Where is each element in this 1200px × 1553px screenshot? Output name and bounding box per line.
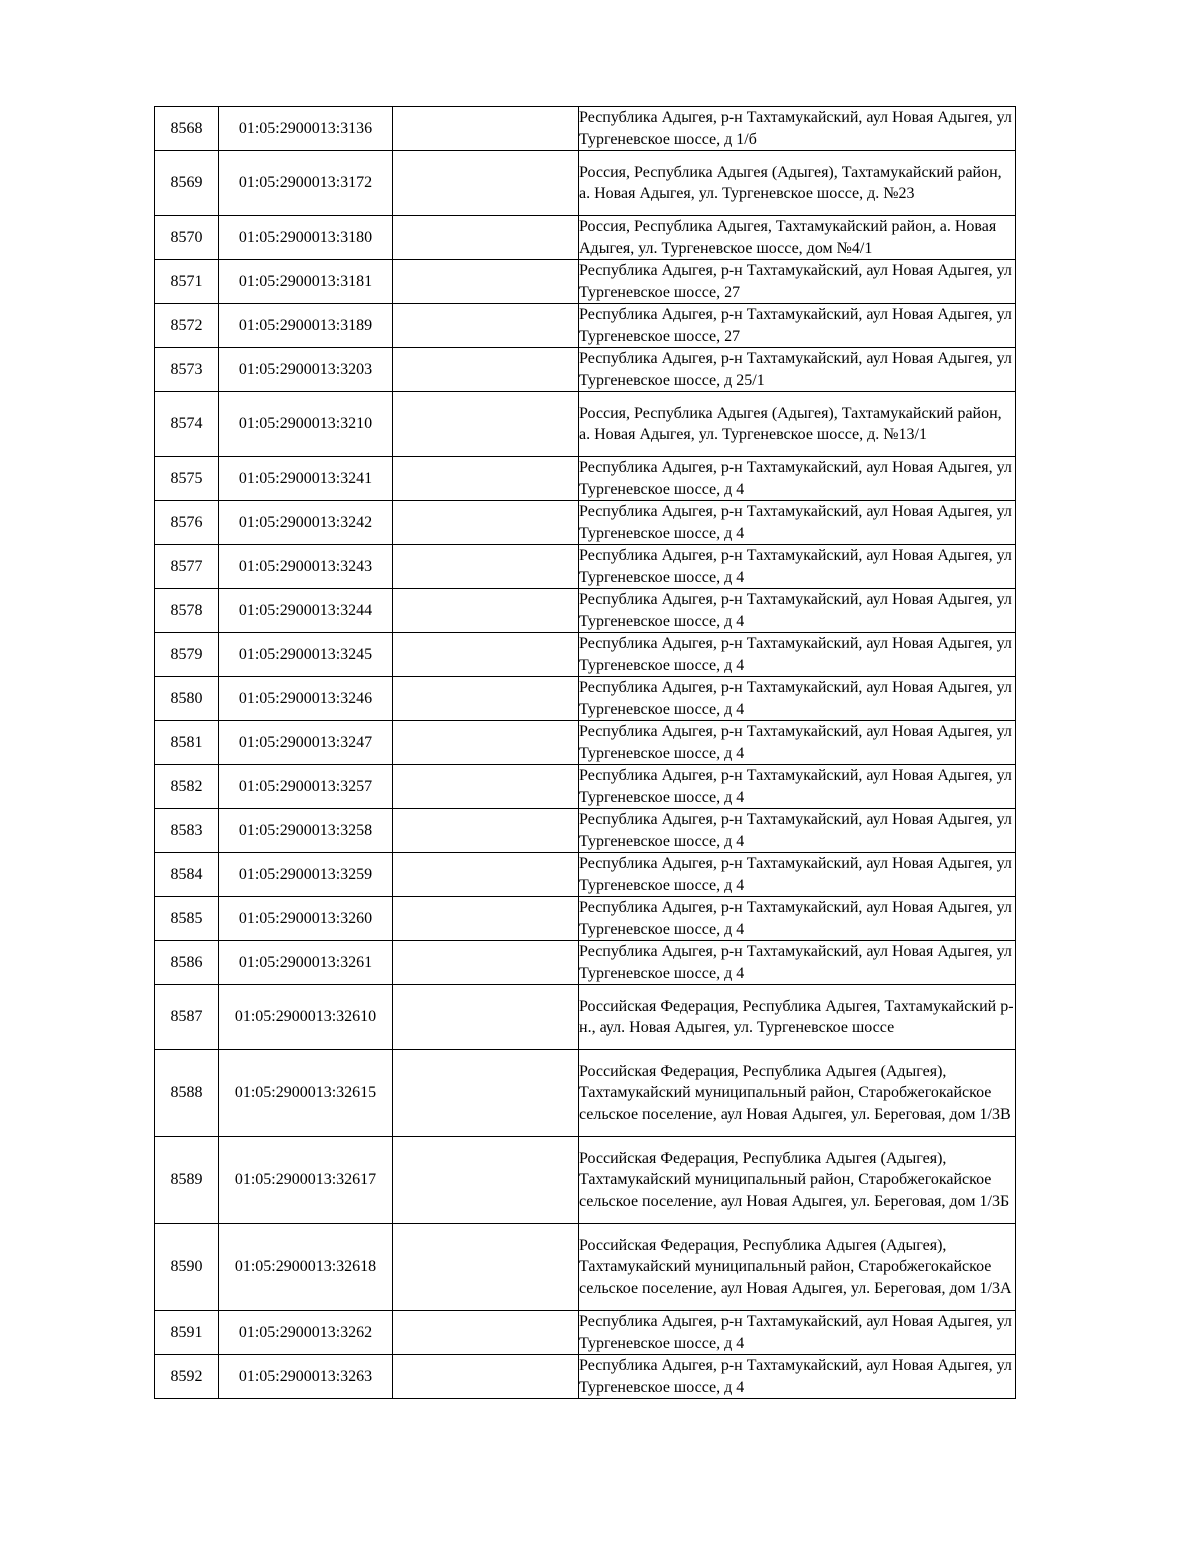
cadastral-number: 01:05:2900013:3247 <box>219 721 393 765</box>
empty-cell <box>393 457 579 501</box>
address: Республика Адыгея, р-н Тахтамукайский, аул Новая Адыгея, ул Тургеневское шоссе, 27 <box>579 260 1016 304</box>
cadastral-number: 01:05:2900013:3203 <box>219 348 393 392</box>
row-number: 8584 <box>155 853 219 897</box>
empty-cell <box>393 1137 579 1224</box>
empty-cell <box>393 589 579 633</box>
row-number: 8586 <box>155 941 219 985</box>
address: Республика Адыгея, р-н Тахтамукайский, аул Новая Адыгея, ул Тургеневское шоссе, д 4 <box>579 809 1016 853</box>
address: Республика Адыгея, р-н Тахтамукайский, аул Новая Адыгея, ул Тургеневское шоссе, 27 <box>579 304 1016 348</box>
table-row <box>155 853 1016 897</box>
row-number: 8568 <box>155 107 219 151</box>
empty-cell <box>393 853 579 897</box>
cadastral-number: 01:05:2900013:32618 <box>219 1224 393 1311</box>
address: Россия, Республика Адыгея (Адыгея), Тахтамукайский район, а. Новая Адыгея, ул. Тургеневское шоссе, д. №23 <box>579 151 1016 216</box>
empty-cell <box>393 985 579 1050</box>
table-row <box>155 765 1016 809</box>
table-row <box>155 985 1016 1050</box>
table-row <box>155 1311 1016 1355</box>
address: Республика Адыгея, р-н Тахтамукайский, аул Новая Адыгея, ул Тургеневское шоссе, д 4 <box>579 501 1016 545</box>
empty-cell <box>393 545 579 589</box>
row-number: 8581 <box>155 721 219 765</box>
row-number: 8577 <box>155 545 219 589</box>
row-number: 8573 <box>155 348 219 392</box>
table-row <box>155 1137 1016 1224</box>
empty-cell <box>393 677 579 721</box>
empty-cell <box>393 765 579 809</box>
empty-cell <box>393 260 579 304</box>
address: Республика Адыгея, р-н Тахтамукайский, аул Новая Адыгея, ул Тургеневское шоссе, д 4 <box>579 941 1016 985</box>
table-row <box>155 260 1016 304</box>
cadastral-number: 01:05:2900013:32615 <box>219 1050 393 1137</box>
row-number: 8592 <box>155 1355 219 1399</box>
empty-cell <box>393 721 579 765</box>
address: Республика Адыгея, р-н Тахтамукайский, аул Новая Адыгея, ул Тургеневское шоссе, д 1/б <box>579 107 1016 151</box>
records-table <box>154 106 1016 1399</box>
row-number: 8585 <box>155 897 219 941</box>
empty-cell <box>393 897 579 941</box>
cadastral-number: 01:05:2900013:3242 <box>219 501 393 545</box>
cadastral-number: 01:05:2900013:3136 <box>219 107 393 151</box>
cadastral-number: 01:05:2900013:3243 <box>219 545 393 589</box>
cadastral-number: 01:05:2900013:3210 <box>219 392 393 457</box>
table-row <box>155 677 1016 721</box>
empty-cell <box>393 809 579 853</box>
empty-cell <box>393 941 579 985</box>
table-row <box>155 633 1016 677</box>
empty-cell <box>393 1050 579 1137</box>
row-number: 8576 <box>155 501 219 545</box>
row-number: 8569 <box>155 151 219 216</box>
address: Республика Адыгея, р-н Тахтамукайский, аул Новая Адыгея, ул Тургеневское шоссе, д 4 <box>579 765 1016 809</box>
cadastral-number: 01:05:2900013:3246 <box>219 677 393 721</box>
table-row <box>155 1355 1016 1399</box>
cadastral-number: 01:05:2900013:32617 <box>219 1137 393 1224</box>
cadastral-number: 01:05:2900013:3258 <box>219 809 393 853</box>
table-row <box>155 501 1016 545</box>
address: Российская Федерация, Республика Адыгея (Адыгея), Тахтамукайский муниципальный район, Старобжегокайское сельское поселение, аул Новая Адыгея, ул. Береговая, дом 1/3А <box>579 1224 1016 1311</box>
row-number: 8574 <box>155 392 219 457</box>
address: Российская Федерация, Республика Адыгея (Адыгея), Тахтамукайский муниципальный район, Старобжегокайское сельское поселение, аул Новая Адыгея, ул. Береговая, дом 1/3Б <box>579 1137 1016 1224</box>
address: Россия, Республика Адыгея (Адыгея), Тахтамукайский район, а. Новая Адыгея, ул. Тургеневское шоссе, д. №13/1 <box>579 392 1016 457</box>
row-number: 8583 <box>155 809 219 853</box>
empty-cell <box>393 304 579 348</box>
cadastral-number: 01:05:2900013:3257 <box>219 765 393 809</box>
address: Республика Адыгея, р-н Тахтамукайский, аул Новая Адыгея, ул Тургеневское шоссе, д 4 <box>579 1311 1016 1355</box>
address: Республика Адыгея, р-н Тахтамукайский, аул Новая Адыгея, ул Тургеневское шоссе, д 4 <box>579 457 1016 501</box>
row-number: 8589 <box>155 1137 219 1224</box>
cadastral-number: 01:05:2900013:3189 <box>219 304 393 348</box>
table-row <box>155 216 1016 260</box>
table-row <box>155 809 1016 853</box>
row-number: 8591 <box>155 1311 219 1355</box>
cadastral-number: 01:05:2900013:3180 <box>219 216 393 260</box>
table-row <box>155 348 1016 392</box>
empty-cell <box>393 1355 579 1399</box>
address: Республика Адыгея, р-н Тахтамукайский, аул Новая Адыгея, ул Тургеневское шоссе, д 25/1 <box>579 348 1016 392</box>
cadastral-number: 01:05:2900013:32610 <box>219 985 393 1050</box>
table-row <box>155 941 1016 985</box>
address: Республика Адыгея, р-н Тахтамукайский, аул Новая Адыгея, ул Тургеневское шоссе, д 4 <box>579 545 1016 589</box>
table-row <box>155 1224 1016 1311</box>
empty-cell <box>393 633 579 677</box>
empty-cell <box>393 1224 579 1311</box>
address: Россия, Республика Адыгея, Тахтамукайский район, а. Новая Адыгея, ул. Тургеневское шоссе, дом №4/1 <box>579 216 1016 260</box>
row-number: 8582 <box>155 765 219 809</box>
address: Российская Федерация, Республика Адыгея (Адыгея), Тахтамукайский муниципальный район, Старобжегокайское сельское поселение, аул Новая Адыгея, ул. Береговая, дом 1/3В <box>579 1050 1016 1137</box>
table-row <box>155 545 1016 589</box>
table-row <box>155 151 1016 216</box>
address: Республика Адыгея, р-н Тахтамукайский, аул Новая Адыгея, ул Тургеневское шоссе, д 4 <box>579 1355 1016 1399</box>
table-row <box>155 392 1016 457</box>
cadastral-number: 01:05:2900013:3261 <box>219 941 393 985</box>
address: Российская Федерация, Республика Адыгея, Тахтамукайский р-н., аул. Новая Адыгея, ул. Тургеневское шоссе <box>579 985 1016 1050</box>
address: Республика Адыгея, р-н Тахтамукайский, аул Новая Адыгея, ул Тургеневское шоссе, д 4 <box>579 721 1016 765</box>
row-number: 8580 <box>155 677 219 721</box>
cadastral-number: 01:05:2900013:3262 <box>219 1311 393 1355</box>
cadastral-number: 01:05:2900013:3244 <box>219 589 393 633</box>
cadastral-number: 01:05:2900013:3245 <box>219 633 393 677</box>
empty-cell <box>393 348 579 392</box>
address: Республика Адыгея, р-н Тахтамукайский, аул Новая Адыгея, ул Тургеневское шоссе, д 4 <box>579 897 1016 941</box>
table-row <box>155 721 1016 765</box>
row-number: 8587 <box>155 985 219 1050</box>
table-row <box>155 457 1016 501</box>
empty-cell <box>393 501 579 545</box>
cadastral-number: 01:05:2900013:3260 <box>219 897 393 941</box>
row-number: 8570 <box>155 216 219 260</box>
empty-cell <box>393 392 579 457</box>
row-number: 8579 <box>155 633 219 677</box>
address: Республика Адыгея, р-н Тахтамукайский, аул Новая Адыгея, ул Тургеневское шоссе, д 4 <box>579 589 1016 633</box>
row-number: 8588 <box>155 1050 219 1137</box>
table-row <box>155 107 1016 151</box>
table-row <box>155 897 1016 941</box>
address: Республика Адыгея, р-н Тахтамукайский, аул Новая Адыгея, ул Тургеневское шоссе, д 4 <box>579 677 1016 721</box>
table-row <box>155 304 1016 348</box>
empty-cell <box>393 216 579 260</box>
cadastral-number: 01:05:2900013:3259 <box>219 853 393 897</box>
address: Республика Адыгея, р-н Тахтамукайский, аул Новая Адыгея, ул Тургеневское шоссе, д 4 <box>579 633 1016 677</box>
address: Республика Адыгея, р-н Тахтамукайский, аул Новая Адыгея, ул Тургеневское шоссе, д 4 <box>579 853 1016 897</box>
row-number: 8571 <box>155 260 219 304</box>
cadastral-number: 01:05:2900013:3181 <box>219 260 393 304</box>
empty-cell <box>393 151 579 216</box>
table-row <box>155 1050 1016 1137</box>
row-number: 8575 <box>155 457 219 501</box>
cadastral-number: 01:05:2900013:3172 <box>219 151 393 216</box>
cadastral-number: 01:05:2900013:3263 <box>219 1355 393 1399</box>
table-row <box>155 589 1016 633</box>
row-number: 8578 <box>155 589 219 633</box>
row-number: 8572 <box>155 304 219 348</box>
cadastral-number: 01:05:2900013:3241 <box>219 457 393 501</box>
row-number: 8590 <box>155 1224 219 1311</box>
empty-cell <box>393 107 579 151</box>
empty-cell <box>393 1311 579 1355</box>
